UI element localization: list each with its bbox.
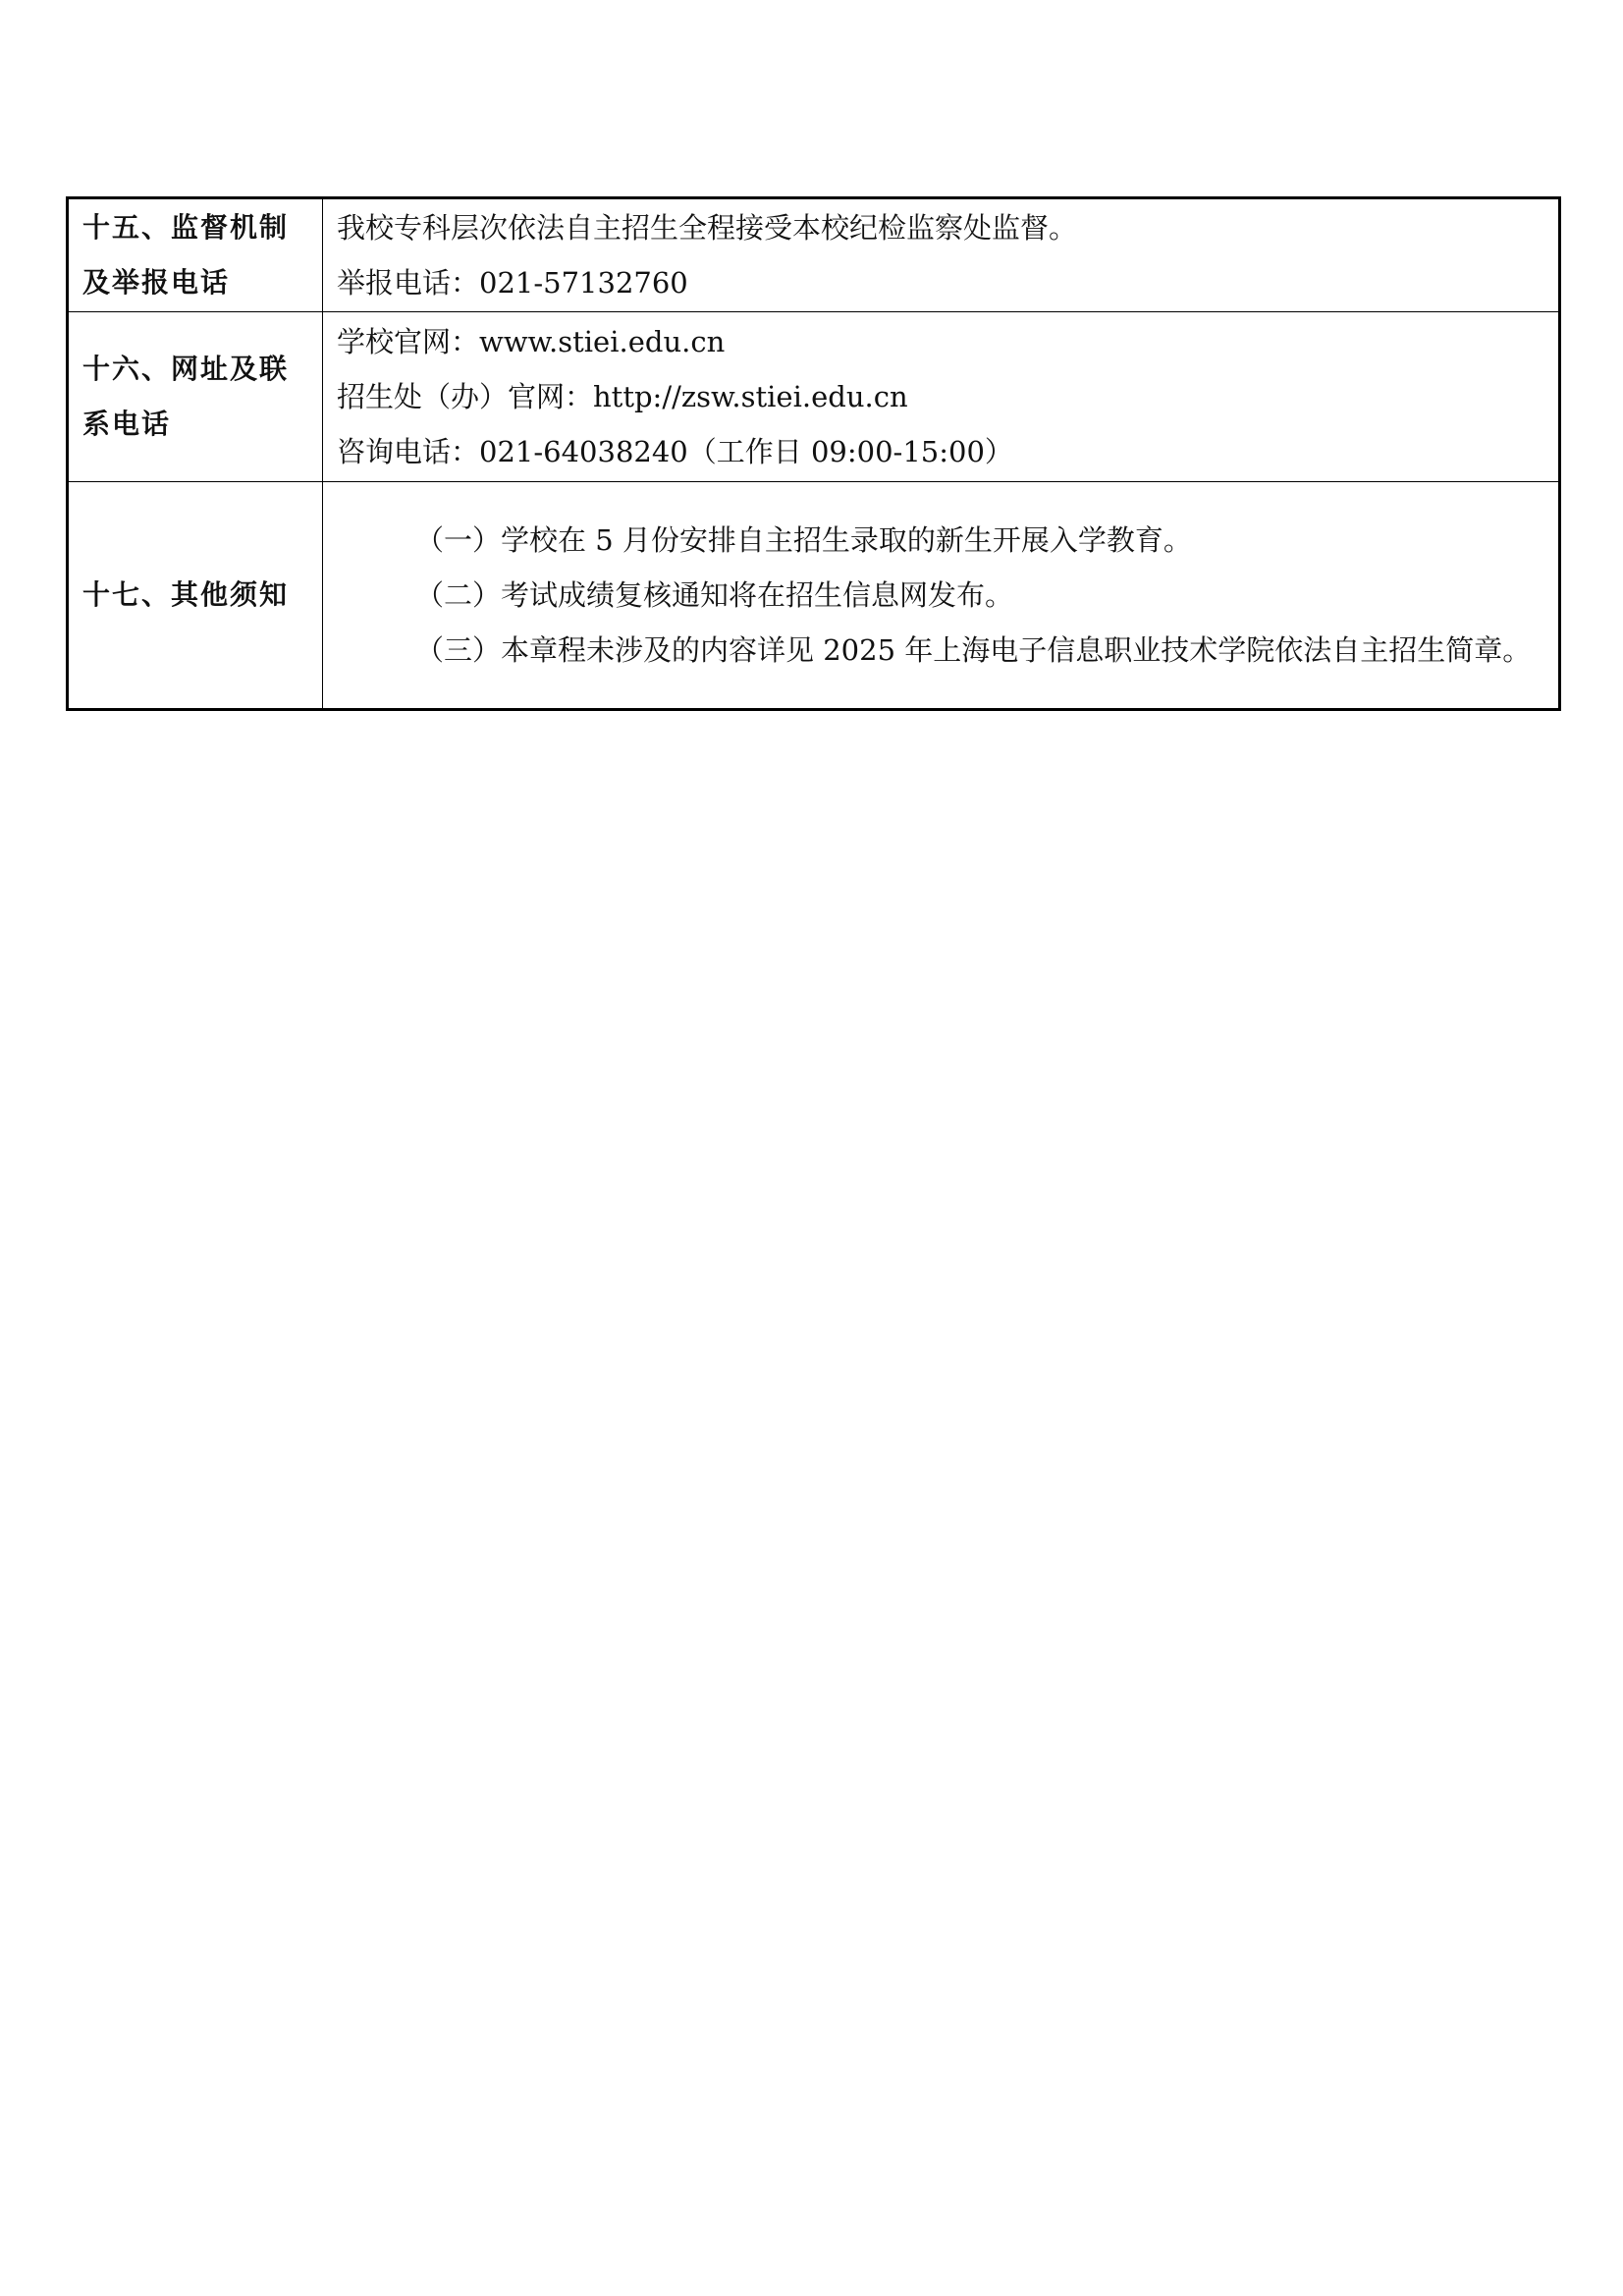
admission-website: 招生处（办）官网：http://zsw.stiei.edu.cn xyxy=(337,380,908,413)
row-content-other xyxy=(323,482,1560,710)
consult-phone: 咨询电话：021-64038240（工作日 09:00-15:00） xyxy=(337,435,1013,468)
supervision-statement: 我校专科层次依法自主招生全程接受本校纪检监察处监督。 xyxy=(337,211,1078,245)
report-phone: 举报电话：021-57132760 xyxy=(337,266,688,300)
row-label-other: 十七、其他须知 xyxy=(68,482,323,710)
row-content-supervision xyxy=(323,198,1560,312)
other-note-2: （二）考试成绩复核通知将在招生信息网发布。 xyxy=(415,578,1014,612)
row-label-supervision: 十五、监督机制及举报电话 xyxy=(68,198,323,312)
other-note-1: （一）学校在 5 月份安排自主招生录取的新生开展入学教育。 xyxy=(415,523,1192,557)
table-row-other xyxy=(68,482,1560,710)
admission-info-table xyxy=(66,196,1561,711)
school-website: 学校官网：www.stiei.edu.cn xyxy=(337,325,726,358)
row-content-contact xyxy=(323,312,1560,482)
row-label-contact: 十六、网址及联系电话 xyxy=(68,312,323,482)
other-note-3: （三）本章程未涉及的内容详见 2025 年上海电子信息职业技术学院依法自主招生简章。 xyxy=(415,633,1532,667)
table-row-supervision xyxy=(68,198,1560,312)
table-row-contact xyxy=(68,312,1560,482)
